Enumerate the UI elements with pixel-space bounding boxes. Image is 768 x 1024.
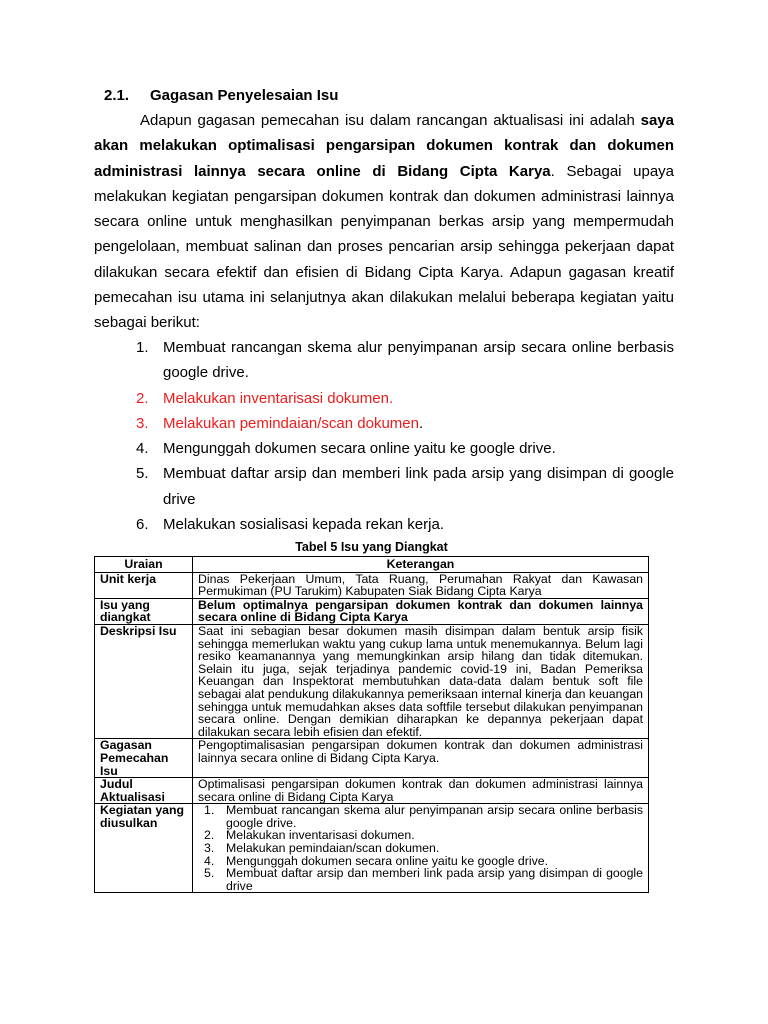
- column-header-uraian: Uraian: [95, 557, 193, 573]
- body-paragraph: [94, 108, 674, 336]
- table-row: [95, 778, 649, 804]
- paragraph-intro: Adapun gagasan pemecahan isu dalam rancangan aktualisasi ini adalah: [140, 112, 635, 129]
- row-value: Belum optimalnya pengarsipan dokumen kontrak dan dokumen lainnya secara online di Bidang Cipta Karya: [193, 598, 649, 624]
- list-item: [136, 436, 674, 461]
- row-value: Dinas Pekerjaan Umum, Tata Ruang, Perumahan Rakyat dan Kawasan Permukiman (PU Tarukim) Kabupaten Siak Bidang Cipta Karya: [193, 572, 649, 598]
- section-title: Gagasan Penyelesaian Isu: [150, 87, 339, 104]
- list-item-number: 5.: [136, 465, 149, 483]
- row-value: Pengoptimalisasian pengarsipan dokumen kontrak dan dokumen administrasi lainnya secara online di Bidang Cipta Karya.: [193, 739, 649, 778]
- list-item: [136, 411, 674, 436]
- row-label: Judul Aktualisasi: [95, 778, 193, 804]
- activity-list: [136, 335, 674, 537]
- row-value: Saat ini sebagian besar dokumen masih disimpan dalam bentuk arsip fisik sehingga memerlukan waktu yang cukup lama untuk menemukannya. Belum lagi resiko keamanannya yang memungkinkan arsip hilang dan tidak ditemukan. Selain itu juga, sejak terjadinya pandemic covid-19 ini, Badan Pemeriksa Keuangan dan Inspektorat membutuhkan data-data dalam bentuk soft file sebagai alat pendukung dilakukannya pemeriksaan internal kinerja dan keuangan sehingga untuk memudahkan akses data softfile tersebut dilakukan penyimpanan secara online. Dengan demikian diharapkan ke depannya pekerjaan dapat dilakukan secara lebih efisien dan efektif.: [193, 624, 649, 738]
- row-label: Gagasan Pemecahan Isu: [95, 739, 193, 778]
- list-item-text: Melakukan inventarisasi dokumen.: [163, 389, 394, 407]
- list-item: [136, 461, 674, 512]
- list-item-number: 4.: [204, 853, 215, 868]
- table-caption: Tabel 5 Isu yang Diangkat: [295, 540, 448, 554]
- section-number: 2.1.: [104, 87, 130, 104]
- list-item-text: Membuat rancangan skema alur penyimpanan arsip secara online berbasis google drive.: [226, 803, 643, 830]
- paragraph-bold-statement: saya akan melakukan optimalisasi pengarsipan dokumen kontrak dan dokumen administrasi lainnya secara online di Bidang Cipta Karya: [94, 112, 674, 180]
- list-item: [136, 335, 674, 386]
- list-item-number: 4.: [136, 440, 149, 458]
- table-row: [95, 739, 649, 778]
- column-header-keterangan: Keterangan: [193, 557, 649, 573]
- list-item-number: 6.: [136, 516, 149, 534]
- list-item-suffix: .: [419, 414, 424, 432]
- row-label: Unit kerja: [95, 572, 193, 598]
- list-item: [198, 867, 643, 892]
- row-value: Optimalisasi pengarsipan dokumen kontrak dan dokumen administrasi lainnya secara online di Bidang Cipta Karya: [193, 778, 649, 804]
- list-item-number: 3.: [136, 414, 149, 432]
- list-item-text: Membuat rancangan skema alur penyimpanan arsip secara online berbasis google drive.: [163, 339, 674, 382]
- list-item-text: Melakukan pemindaian/scan dokumen: [163, 414, 419, 432]
- issues-table: [94, 556, 649, 893]
- list-item: [198, 804, 643, 829]
- list-item-text: Melakukan pemindaian/scan dokumen.: [226, 841, 440, 856]
- section-heading: [104, 87, 338, 104]
- list-item-number: 2.: [136, 389, 149, 407]
- list-item-number: 2.: [204, 828, 215, 843]
- list-item-text: Membuat daftar arsip dan memberi link pada arsip yang disimpan di google drive: [163, 465, 674, 508]
- list-item-number: 3.: [204, 841, 215, 856]
- list-item-number: 5.: [204, 866, 215, 881]
- list-item-text: Membuat daftar arsip dan memberi link pada arsip yang disimpan di google drive: [226, 866, 643, 893]
- proposed-activities-list: [198, 804, 643, 892]
- table-row: [95, 624, 649, 738]
- list-item-text: Melakukan sosialisasi kepada rekan kerja.: [163, 516, 444, 534]
- list-item-text: Mengunggah dokumen secara online yaitu ke google drive.: [226, 853, 548, 868]
- paragraph-rest: . Sebagai upaya melakukan kegiatan pengarsipan dokumen kontrak dan dokumen administrasi lainnya secara online untuk menghasilkan penyimpanan berkas arsip yang mempermudah pengelolaan, membuat salinan dan proses pencarian arsip sehingga pekerjaan dapat dilakukan secara efektif dan efisien di Bidang Cipta Karya. Adapun gagasan kreatif pemecahan isu utama ini selanjutnya akan dilakukan melalui beberapa kegiatan yaitu sebagai berikut:: [94, 162, 675, 332]
- list-item: [136, 512, 674, 537]
- row-label: Kegiatan yang diusulkan: [95, 804, 193, 893]
- table-row: [95, 804, 649, 893]
- table-row: [95, 572, 649, 598]
- list-item-text: Mengunggah dokumen secara online yaitu ke google drive.: [163, 440, 556, 458]
- list-item-text: Melakukan inventarisasi dokumen.: [226, 828, 415, 843]
- row-label: Deskripsi Isu: [95, 624, 193, 738]
- row-value: [193, 804, 649, 893]
- table-row: [95, 598, 649, 624]
- list-item-number: 1.: [136, 339, 149, 356]
- table-header-row: [95, 557, 649, 573]
- row-label: Isu yang diangkat: [95, 598, 193, 624]
- list-item-number: 1.: [204, 803, 215, 818]
- list-item: [136, 386, 674, 411]
